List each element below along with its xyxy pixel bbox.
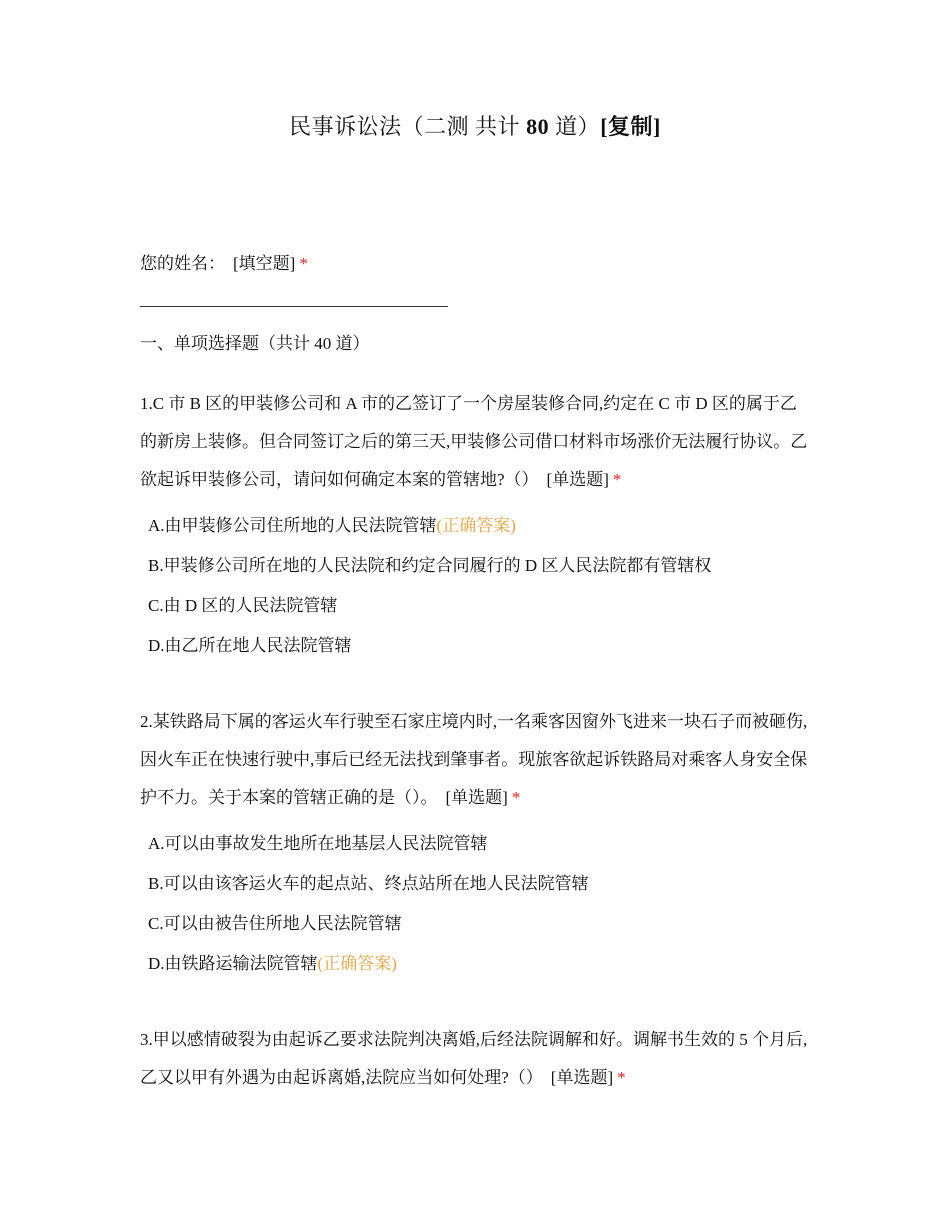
question-text: 1.C 市 B 区的甲装修公司和 A 市的乙签订了一个房屋装修合同,约定在 C 市 D 区的属于乙的新房上装修。但合同签订之后的第三天,甲装修公司借口材料市场涨价无法履行协议。乙欲起诉甲装修公司，请问如何确定本案的管辖地?（） bbox=[140, 394, 808, 489]
required-mark: * bbox=[511, 788, 521, 807]
question-3 bbox=[140, 1021, 812, 1097]
question-type: [单选题] bbox=[546, 470, 609, 489]
option-c[interactable] bbox=[148, 587, 828, 627]
question-1-options bbox=[148, 507, 828, 667]
question-2-options bbox=[148, 825, 828, 985]
question-type: [单选题] bbox=[550, 1068, 614, 1087]
question-text: 2.某铁路局下属的客运火车行驶至石家庄境内时,一名乘客因窗外飞进来一块石子而被砸伤,因火车正在快速行驶中,事后已经无法找到肇事者。现旅客欲起诉铁路局对乘客人身安全保护不力。关于本案的管辖正确的是（）。 bbox=[140, 712, 808, 807]
title-part1: 民事诉讼法（二测 共计 bbox=[289, 114, 527, 139]
option-text: A.可以由事故发生地所在地基层人民法院管辖 bbox=[148, 834, 488, 853]
copy-tag: [复制] bbox=[600, 114, 661, 139]
section-title: 一、单项选择题（共计 40 道） bbox=[140, 334, 370, 353]
required-mark: * bbox=[612, 470, 622, 489]
name-question-label: 您的姓名： bbox=[140, 254, 225, 273]
question-type: [单选题] bbox=[445, 788, 508, 807]
option-text: B.甲装修公司所在地的人民法院和约定合同履行的 D 区人民法院都有管辖权 bbox=[148, 556, 712, 575]
title-part2: 道） bbox=[549, 114, 601, 139]
option-a[interactable] bbox=[148, 507, 828, 547]
question-2 bbox=[140, 703, 812, 817]
question-1 bbox=[140, 385, 812, 499]
option-b[interactable] bbox=[148, 547, 828, 587]
option-text: C.由 D 区的人民法院管辖 bbox=[148, 596, 338, 615]
name-input-line[interactable] bbox=[140, 306, 448, 307]
option-text: A.由甲装修公司住所地的人民法院管辖 bbox=[148, 516, 437, 535]
page-title bbox=[0, 110, 950, 144]
name-question bbox=[140, 250, 308, 278]
option-c[interactable] bbox=[148, 905, 828, 945]
required-mark: * bbox=[617, 1068, 626, 1087]
option-a[interactable] bbox=[148, 825, 828, 865]
option-text: D.由乙所在地人民法院管辖 bbox=[148, 636, 352, 655]
title-number: 80 bbox=[526, 114, 550, 139]
option-text: B.可以由该客运火车的起点站、终点站所在地人民法院管辖 bbox=[148, 874, 589, 893]
option-text: C.可以由被告住所地人民法院管辖 bbox=[148, 914, 402, 933]
correct-answer-marker: (正确答案) bbox=[317, 954, 397, 973]
option-text: D.由铁路运输法院管辖 bbox=[148, 954, 318, 973]
correct-answer-marker: (正确答案) bbox=[436, 516, 516, 535]
required-mark: * bbox=[299, 254, 308, 273]
option-d[interactable] bbox=[148, 945, 828, 985]
name-question-type: [填空题] bbox=[233, 254, 296, 273]
option-d[interactable] bbox=[148, 627, 828, 667]
option-b[interactable] bbox=[148, 865, 828, 905]
question-text: 3.甲以感情破裂为由起诉乙要求法院判决离婚,后经法院调解和好。调解书生效的 5 个月后,乙又以甲有外遇为由起诉离婚,法院应当如何处理?（） bbox=[140, 1030, 808, 1087]
